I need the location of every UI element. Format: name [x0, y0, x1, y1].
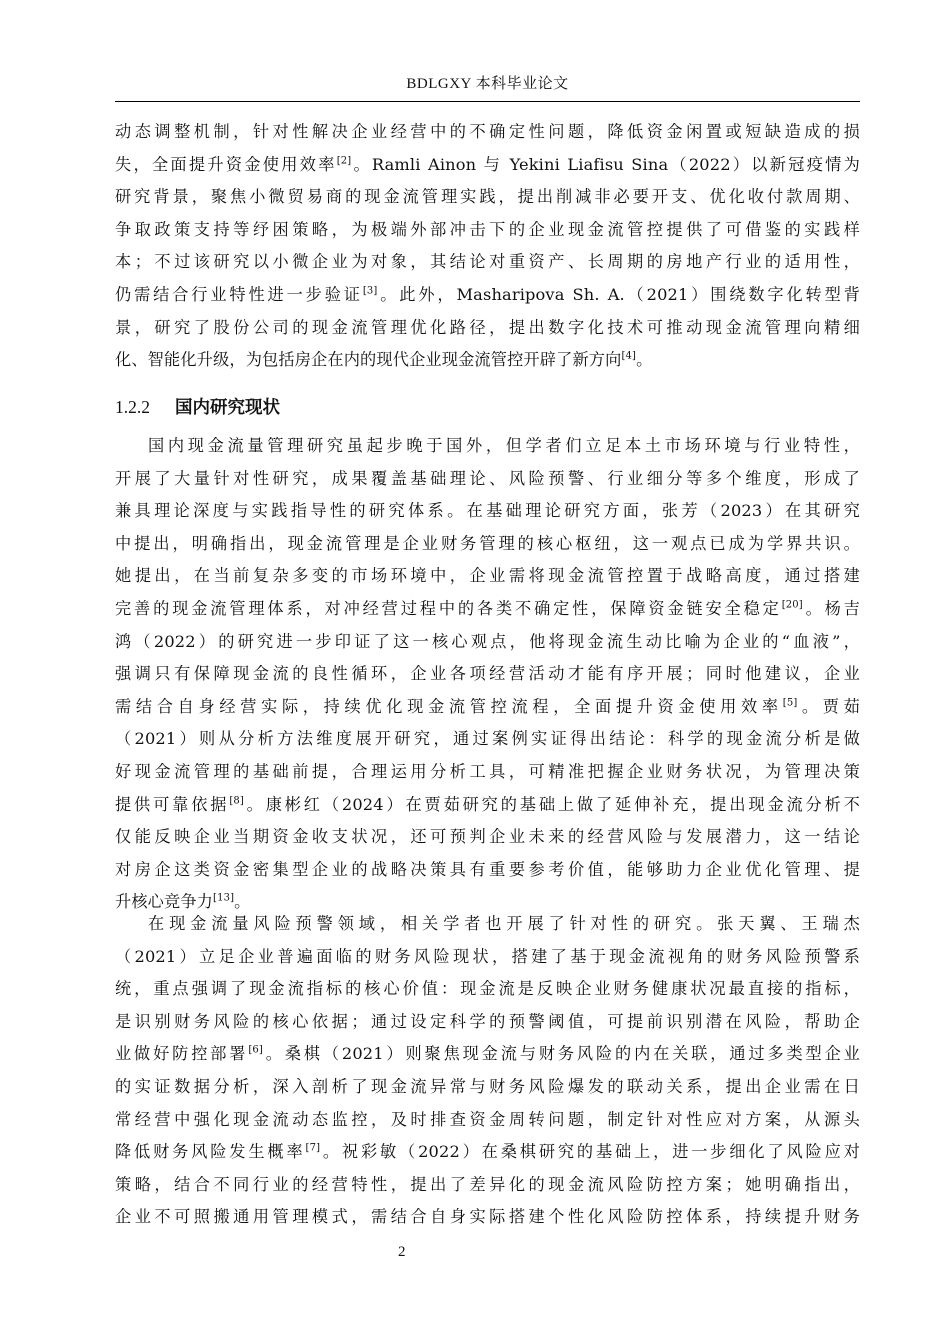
- paragraph-line: 争取政策支持等纾困策略，为极端外部冲击下的企业现金流管控提供了可借鉴的实践样: [115, 219, 860, 239]
- paragraph-line: 是识别财务风险的核心依据；通过设定科学的预警阈值，可提前识别潜在风险，帮助企: [115, 1011, 860, 1031]
- paragraph-line: 景，研究了股份公司的现金流管理优化路径，提出数字化技术可推动现金流管理向精细: [115, 317, 860, 337]
- paragraph-line: 的实证数据分析，深入剖析了现金流异常与财务风险爆发的联动关系，提出企业需在日: [115, 1077, 860, 1096]
- paragraph-line: （2021）则从分析方法维度展开研究，通过案例实证得出结论：科学的现金流分析是做: [115, 729, 860, 749]
- paragraph-line: 兼具理论深度与实践指导性的研究体系。在基础理论研究方面，张芳（2023）在其研究: [115, 501, 860, 521]
- paragraph-line: 降低财务风险发生概率[7]。祝彩敏（2022）在桑棋研究的基础上，进一步细化了风险应对: [115, 1142, 860, 1162]
- paragraph-line: 完善的现金流管理体系，对冲经营过程中的各类不确定性，保障资金链安全稳定[20]。杨吉: [115, 599, 861, 618]
- page-number: 2: [398, 1244, 406, 1260]
- paragraph-line: 对房企这类资金密集型企业的战略决策具有重要参考价值，能够助力企业优化管理、提: [115, 859, 860, 879]
- paragraph-line: 仅能反映企业当期资金收支状况，还可预判企业未来的经营风险与发展潜力，这一结论: [115, 827, 860, 847]
- paragraph-line: 策略，结合不同行业的经营特性，提出了差异化的现金流风险防控方案；她明确指出，: [115, 1174, 860, 1194]
- paragraph-line: 化、智能化升级，为包括房企在内的现代企业现金流管控开辟了新方向[4]。: [115, 350, 653, 370]
- paragraph-line: 业做好防控部署[6]。桑棋（2021）则聚焦现金流与财务风险的内在关联，通过多类型企业: [115, 1044, 860, 1064]
- section-number: 1.2.2: [115, 397, 150, 417]
- paragraph-line: 中提出，明确指出，现金流管理是企业财务管理的核心枢纽，这一观点已成为学界共识。: [115, 533, 860, 553]
- paragraph-line: 在现金流量风险预警领域，相关学者也开展了针对性的研究。张天翼、王瑞杰: [148, 914, 860, 933]
- paragraph-line: 需结合自身经营实际，持续优化现金流管控流程，全面提升资金使用效率[5]。贾茹: [115, 696, 860, 716]
- page-header: BDLGXY 本科毕业论文: [406, 76, 569, 92]
- paragraph-line: 提供可靠依据[8]。康彬红（2024）在贾茹研究的基础上做了延伸补充，提出现金流分析不: [115, 794, 860, 814]
- paragraph-line: 国内现金流量管理研究虽起步晚于国外，但学者们立足本土市场环境与行业特性，: [148, 436, 860, 455]
- paragraph-line: 动态调整机制，针对性解决企业经营中的不确定性问题，降低资金闲置或短缺造成的损: [115, 122, 860, 141]
- paragraph-line: 她提出，在当前复杂多变的市场环境中，企业需将现金流管控置于战略高度，通过搭建: [115, 566, 860, 586]
- paragraph-line: 开展了大量针对性研究，成果覆盖基础理论、风险预警、行业细分等多个维度，形成了: [115, 468, 860, 488]
- paragraph-line: 仍需结合行业特性进一步验证[3]。此外，Masharipova Sh. A.（2021）围绕数字化转型背: [115, 285, 860, 304]
- paragraph-line: 研究背景，聚焦小微贸易商的现金流管理实践，提出削减非必要开支、优化收付款周期、: [115, 187, 860, 207]
- paragraph-line: 统，重点强调了现金流指标的核心价值：现金流是反映企业财务健康状况最直接的指标，: [115, 979, 860, 999]
- paragraph-line: 常经营中强化现金流动态监控，及时排查资金周转问题，制定针对性应对方案，从源头: [115, 1109, 860, 1129]
- paragraph-line: （2021）立足企业普遍面临的财务风险现状，搭建了基于现金流视角的财务风险预警系: [115, 946, 860, 966]
- paragraph-line: 企业不可照搬通用管理模式，需结合自身实际搭建个性化风险防控体系，持续提升财务: [115, 1207, 860, 1227]
- paragraph-line: 好现金流管理的基础前提，合理运用分析工具，可精准把握企业财务状况，为管理决策: [115, 762, 860, 781]
- header-rule: [115, 101, 860, 102]
- section-heading: [115, 396, 280, 419]
- paragraph-line: 本；不过该研究以小微企业为对象，其结论对重资产、长周期的房地产行业的适用性，: [115, 252, 860, 272]
- paragraph-line: 鸿（2022）的研究进一步印证了这一核心观点，他将现金流生动比喻为企业的“血液”，: [115, 631, 860, 651]
- paragraph-line: 强调只有保障现金流的良性循环，企业各项经营活动才能有序开展；同时他建议，企业: [115, 664, 860, 684]
- section-title: 国内研究现状: [175, 398, 280, 418]
- paragraph-line: 失，全面提升资金使用效率[2]。Ramli Ainon 与 Yekini Liafisu Sina（2022）以新冠疫情为: [115, 154, 860, 174]
- paragraph-line: 升核心竞争力[13]。: [115, 892, 251, 912]
